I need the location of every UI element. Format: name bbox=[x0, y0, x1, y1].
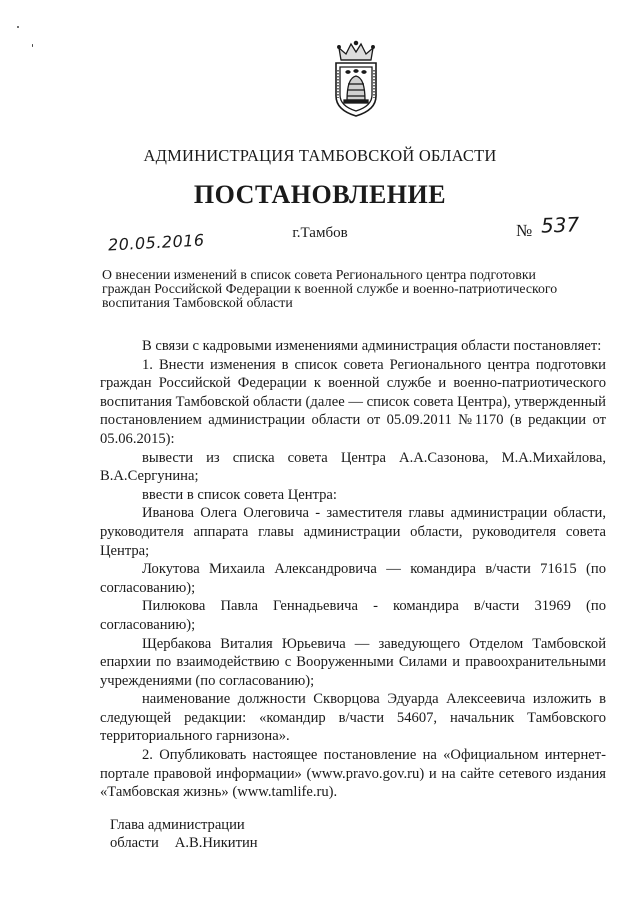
paragraph-item-1: 1. Внести изменения в список совета Регионального центра подготовки граждан Российской Федерации к военной службе и военно-патриотического воспитания Тамбовской области (далее — список совета Центра), утвержденный постановлением администрации области от 05.09.2011 №1170 (в редакции от 05.06.2015): bbox=[100, 356, 606, 447]
signatory-name: А.В.Никитин bbox=[174, 835, 258, 851]
subject-line: О внесении изменений в список совета Регионального центра подготовки bbox=[102, 267, 536, 282]
paragraph-item-2: 2. Опубликовать настоящее постановление на «Официальном интернет-портале правовой информации» (www.pravo.gov.ru) и на сайте сетевого издания «Тамбовская жизнь» (www.tamlife.ru). bbox=[100, 747, 606, 801]
paragraph-preamble: В связи с кадровыми изменениями администрация области постановляет: bbox=[142, 338, 602, 354]
paragraph-add-members: ввести в список совета Центра: bbox=[142, 486, 337, 503]
paragraph-member-ivanov: Иванова Олега Олеговича - заместителя главы администрации области, руководителя аппарата главы администрации области, руководителя совета Центра; bbox=[100, 505, 606, 559]
signature-title: Глава администрации bbox=[110, 817, 245, 833]
handwritten-document-number: 537 bbox=[540, 212, 580, 238]
paragraph-rename-position: наименование должности Скворцова Эдуарда Алексеевича изложить в следующей редакции: «командир в/части 54607, начальник Тамбовского территориального гарнизона». bbox=[100, 691, 606, 745]
organization-name: АДМИНИСТРАЦИЯ ТАМБОВСКОЙ ОБЛАСТИ bbox=[143, 146, 497, 165]
paragraph-member-pilyukov: Пилюкова Павла Геннадьевича - командира в/части 31969 (по согласованию); bbox=[100, 598, 606, 633]
signature-line bbox=[110, 834, 258, 852]
document-body bbox=[100, 337, 606, 802]
tambov-coat-of-arms-icon bbox=[331, 40, 381, 118]
subject-line: граждан Российской Федерации к военной службе и военно-патриотического bbox=[102, 281, 558, 296]
paragraph-member-lokutov: Локутова Михаила Александровича — командира в/части 71615 (по согласованию); bbox=[100, 561, 606, 596]
document-type-title: ПОСТАНОВЛЕНИЕ bbox=[193, 180, 447, 209]
signature-block bbox=[110, 816, 258, 852]
scan-speck bbox=[32, 44, 33, 47]
document-subject bbox=[102, 268, 600, 310]
scan-speck bbox=[17, 26, 19, 28]
city-label: г.Тамбов bbox=[292, 225, 348, 241]
handwritten-date: 20.05.2016 bbox=[107, 230, 206, 255]
number-sign: № bbox=[516, 221, 533, 240]
signature-region: области bbox=[110, 835, 159, 851]
paragraph-remove-members: вывести из списка совета Центра А.А.Сазонова, М.А.Михайлова, В.А.Сергунина; bbox=[100, 449, 606, 485]
paragraph-member-shcherbakov: Щербакова Виталия Юрьевича — заведующего Отделом Тамбовской епархии по взаимодействию с Вооруженными Силами и правоохранительными учреждениями (по согласованию); bbox=[100, 635, 606, 689]
subject-line: воспитания Тамбовской области bbox=[102, 295, 293, 310]
